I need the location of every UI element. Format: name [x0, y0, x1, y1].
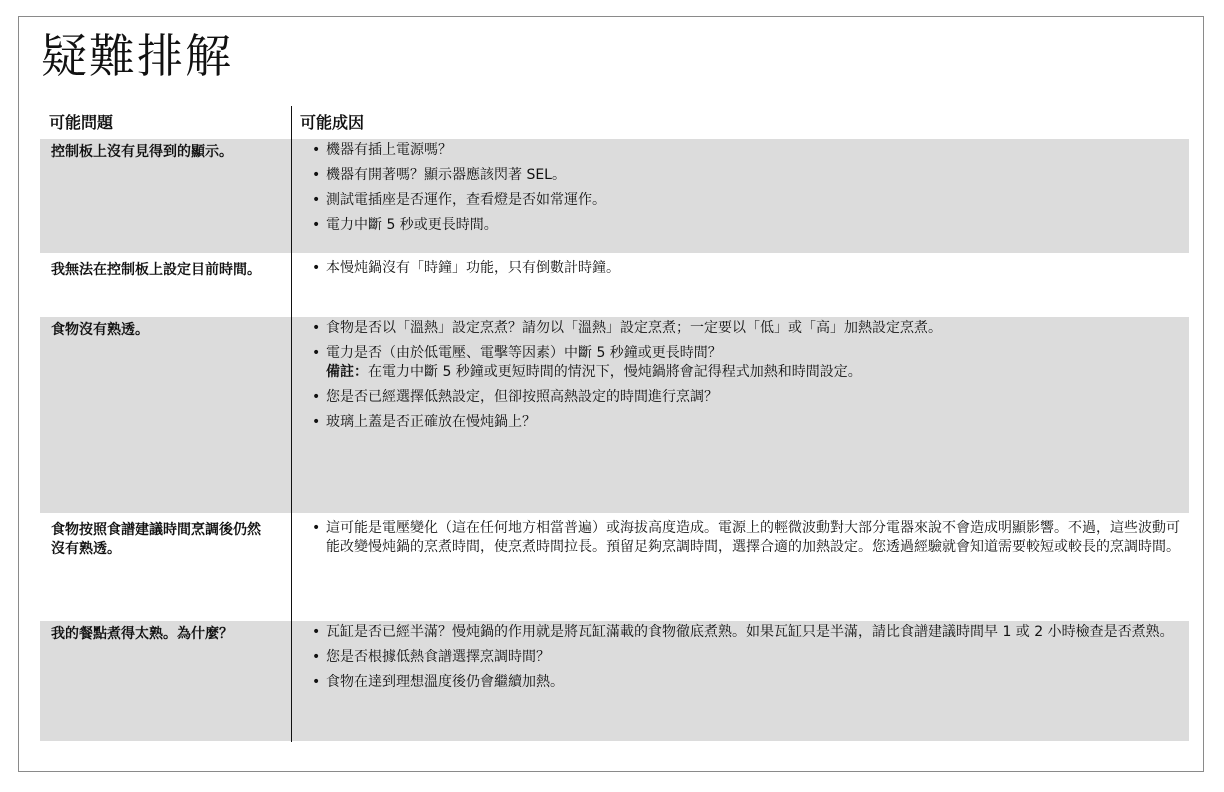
table-row	[40, 257, 1189, 313]
cause-item: • 您是否根據低熱食譜選擇烹調時間？	[310, 648, 1180, 667]
troubleshooting-page	[18, 16, 1204, 772]
cause-item: • 機器有插上電源嗎？	[310, 141, 1180, 160]
note-text: 在電力中斷 5 秒鐘或更短時間的情況下，慢炖鍋將會記得程式加熱和時間設定。	[368, 364, 862, 380]
column-header-cause: 可能成因	[300, 113, 365, 132]
problem-text: 食物按照食譜建議時間烹調後仍然沒有熟透。	[51, 522, 261, 557]
page-title: 疑難排解	[41, 29, 233, 83]
problem-text: 我的餐點煮得太熟。為什麼？	[51, 626, 233, 642]
cause-item: • 測試電插座是否運作，查看燈是否如常運作。	[310, 191, 1180, 210]
cause-list	[310, 141, 1180, 241]
cause-list	[310, 519, 1180, 563]
cause-item: • 食物是否以「溫熱」設定烹煮？請勿以「溫熱」設定烹煮；一定要以「低」或「高」加熱設定烹煮。	[310, 319, 1180, 338]
problem-text: 控制板上沒有見得到的顯示。	[51, 144, 233, 160]
table-row	[40, 517, 1189, 617]
cause-text: 電力是否（由於低電壓、電擊等因素）中斷 5 秒鐘或更長時間？	[326, 345, 722, 361]
table-row	[40, 317, 1189, 513]
note-label: 備註：	[326, 364, 368, 380]
cause-list	[310, 319, 1180, 438]
cause-item: • 玻璃上蓋是否正確放在慢炖鍋上？	[310, 413, 1180, 432]
problem-text: 我無法在控制板上設定目前時間。	[51, 262, 261, 278]
cause-item: • 電力中斷 5 秒或更長時間。	[310, 216, 1180, 235]
cause-item	[310, 344, 1180, 382]
column-divider	[291, 106, 292, 742]
cause-list	[310, 623, 1180, 698]
cause-item: • 瓦缸是否已經半滿？慢炖鍋的作用就是將瓦缸滿載的食物徹底煮熟。如果瓦缸只是半滿，請比食譜建議時間早 1 或 2 小時檢查是否煮熟。	[310, 623, 1180, 642]
cause-item: • 您是否已經選擇低熱設定，但卻按照高熱設定的時間進行烹調？	[310, 388, 1180, 407]
column-header-problem: 可能問題	[49, 113, 114, 132]
problem-text: 食物沒有熟透。	[51, 322, 149, 338]
cause-item: • 機器有開著嗎？顯示器應該閃著 SEL。	[310, 166, 1180, 185]
cause-list	[310, 259, 1180, 284]
cause-item: • 本慢炖鍋沒有「時鐘」功能，只有倒數計時鐘。	[310, 259, 1180, 278]
table-row	[40, 139, 1189, 253]
cause-item: • 食物在達到理想溫度後仍會繼續加熱。	[310, 673, 1180, 692]
cause-item: • 這可能是電壓變化（這在任何地方相當普遍）或海拔高度造成。電源上的輕微波動對大部分電器來說不會造成明顯影響。不過，這些波動可能改變慢炖鍋的烹煮時間，使烹煮時間拉長。預留足夠烹調時間，選擇合適的加熱設定。您透過經驗就會知道需要較短或較長的烹調時間。	[310, 519, 1180, 557]
table-row	[40, 621, 1189, 741]
